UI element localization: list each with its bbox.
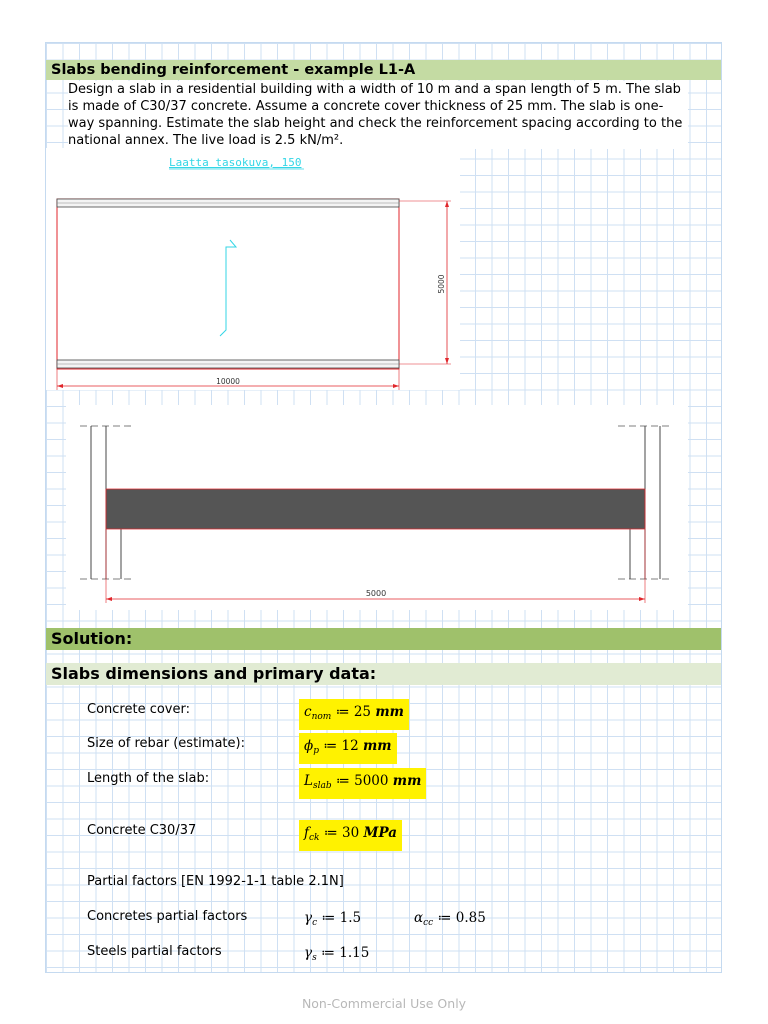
rebar-size-value[interactable]: $\phi_p$ ≔ 12 mm bbox=[299, 733, 397, 764]
alpha-cc-value[interactable]: $\alpha_{cc}$ ≔ 0.85 bbox=[414, 910, 486, 928]
plan-dim-width: 10000 bbox=[216, 377, 240, 386]
footer-watermark: Non-Commercial Use Only bbox=[301, 996, 467, 1011]
page-title: Slabs bending reinforcement - example L1-A bbox=[46, 60, 721, 80]
plan-caption: Laatta tasokuva, 150 bbox=[169, 156, 302, 169]
solution-heading: Solution: bbox=[46, 628, 721, 650]
steel-partial-factors-label: Steels partial factors bbox=[87, 944, 222, 959]
rebar-size-label: Size of rebar (estimate): bbox=[87, 736, 245, 751]
gamma-s-value[interactable]: $\gamma_s$ ≔ 1.15 bbox=[304, 945, 370, 963]
problem-statement: Design a slab in a residential building with a width of 10 m and a span length of 5 m. The slab is made of C30/37 concrete. Assume a concrete cover thickness of 25 mm. The slab is one-way spanning. Estimate the slab height and check the reinforcement spacing according to the national annex. The live load is 2.5 kN/m². bbox=[68, 81, 688, 149]
concrete-fck-value[interactable]: $f_{ck}$ ≔ 30 MPa bbox=[299, 820, 402, 851]
slab-section-drawing bbox=[66, 405, 688, 610]
concrete-cover-label: Concrete cover: bbox=[87, 702, 190, 717]
section-dim-span: 5000 bbox=[365, 589, 387, 598]
slab-length-label: Length of the slab: bbox=[87, 771, 210, 786]
slab-length-value[interactable]: $L_{slab}$ ≔ 5000 mm bbox=[299, 768, 426, 799]
concrete-class-label: Concrete C30/37 bbox=[87, 823, 197, 838]
partial-factors-label: Partial factors [EN 1992-1-1 table 2.1N] bbox=[87, 874, 344, 889]
gamma-c-value[interactable]: $\gamma_c$ ≔ 1.5 bbox=[304, 910, 362, 928]
primary-data-heading: Slabs dimensions and primary data: bbox=[46, 663, 721, 685]
slab-plan-drawing bbox=[46, 148, 460, 390]
plan-dim-height: 5000 bbox=[437, 274, 446, 294]
concrete-cover-value[interactable]: $c_{nom}$ ≔ 25 mm bbox=[299, 699, 409, 730]
concrete-partial-factors-label: Concretes partial factors bbox=[87, 909, 248, 924]
